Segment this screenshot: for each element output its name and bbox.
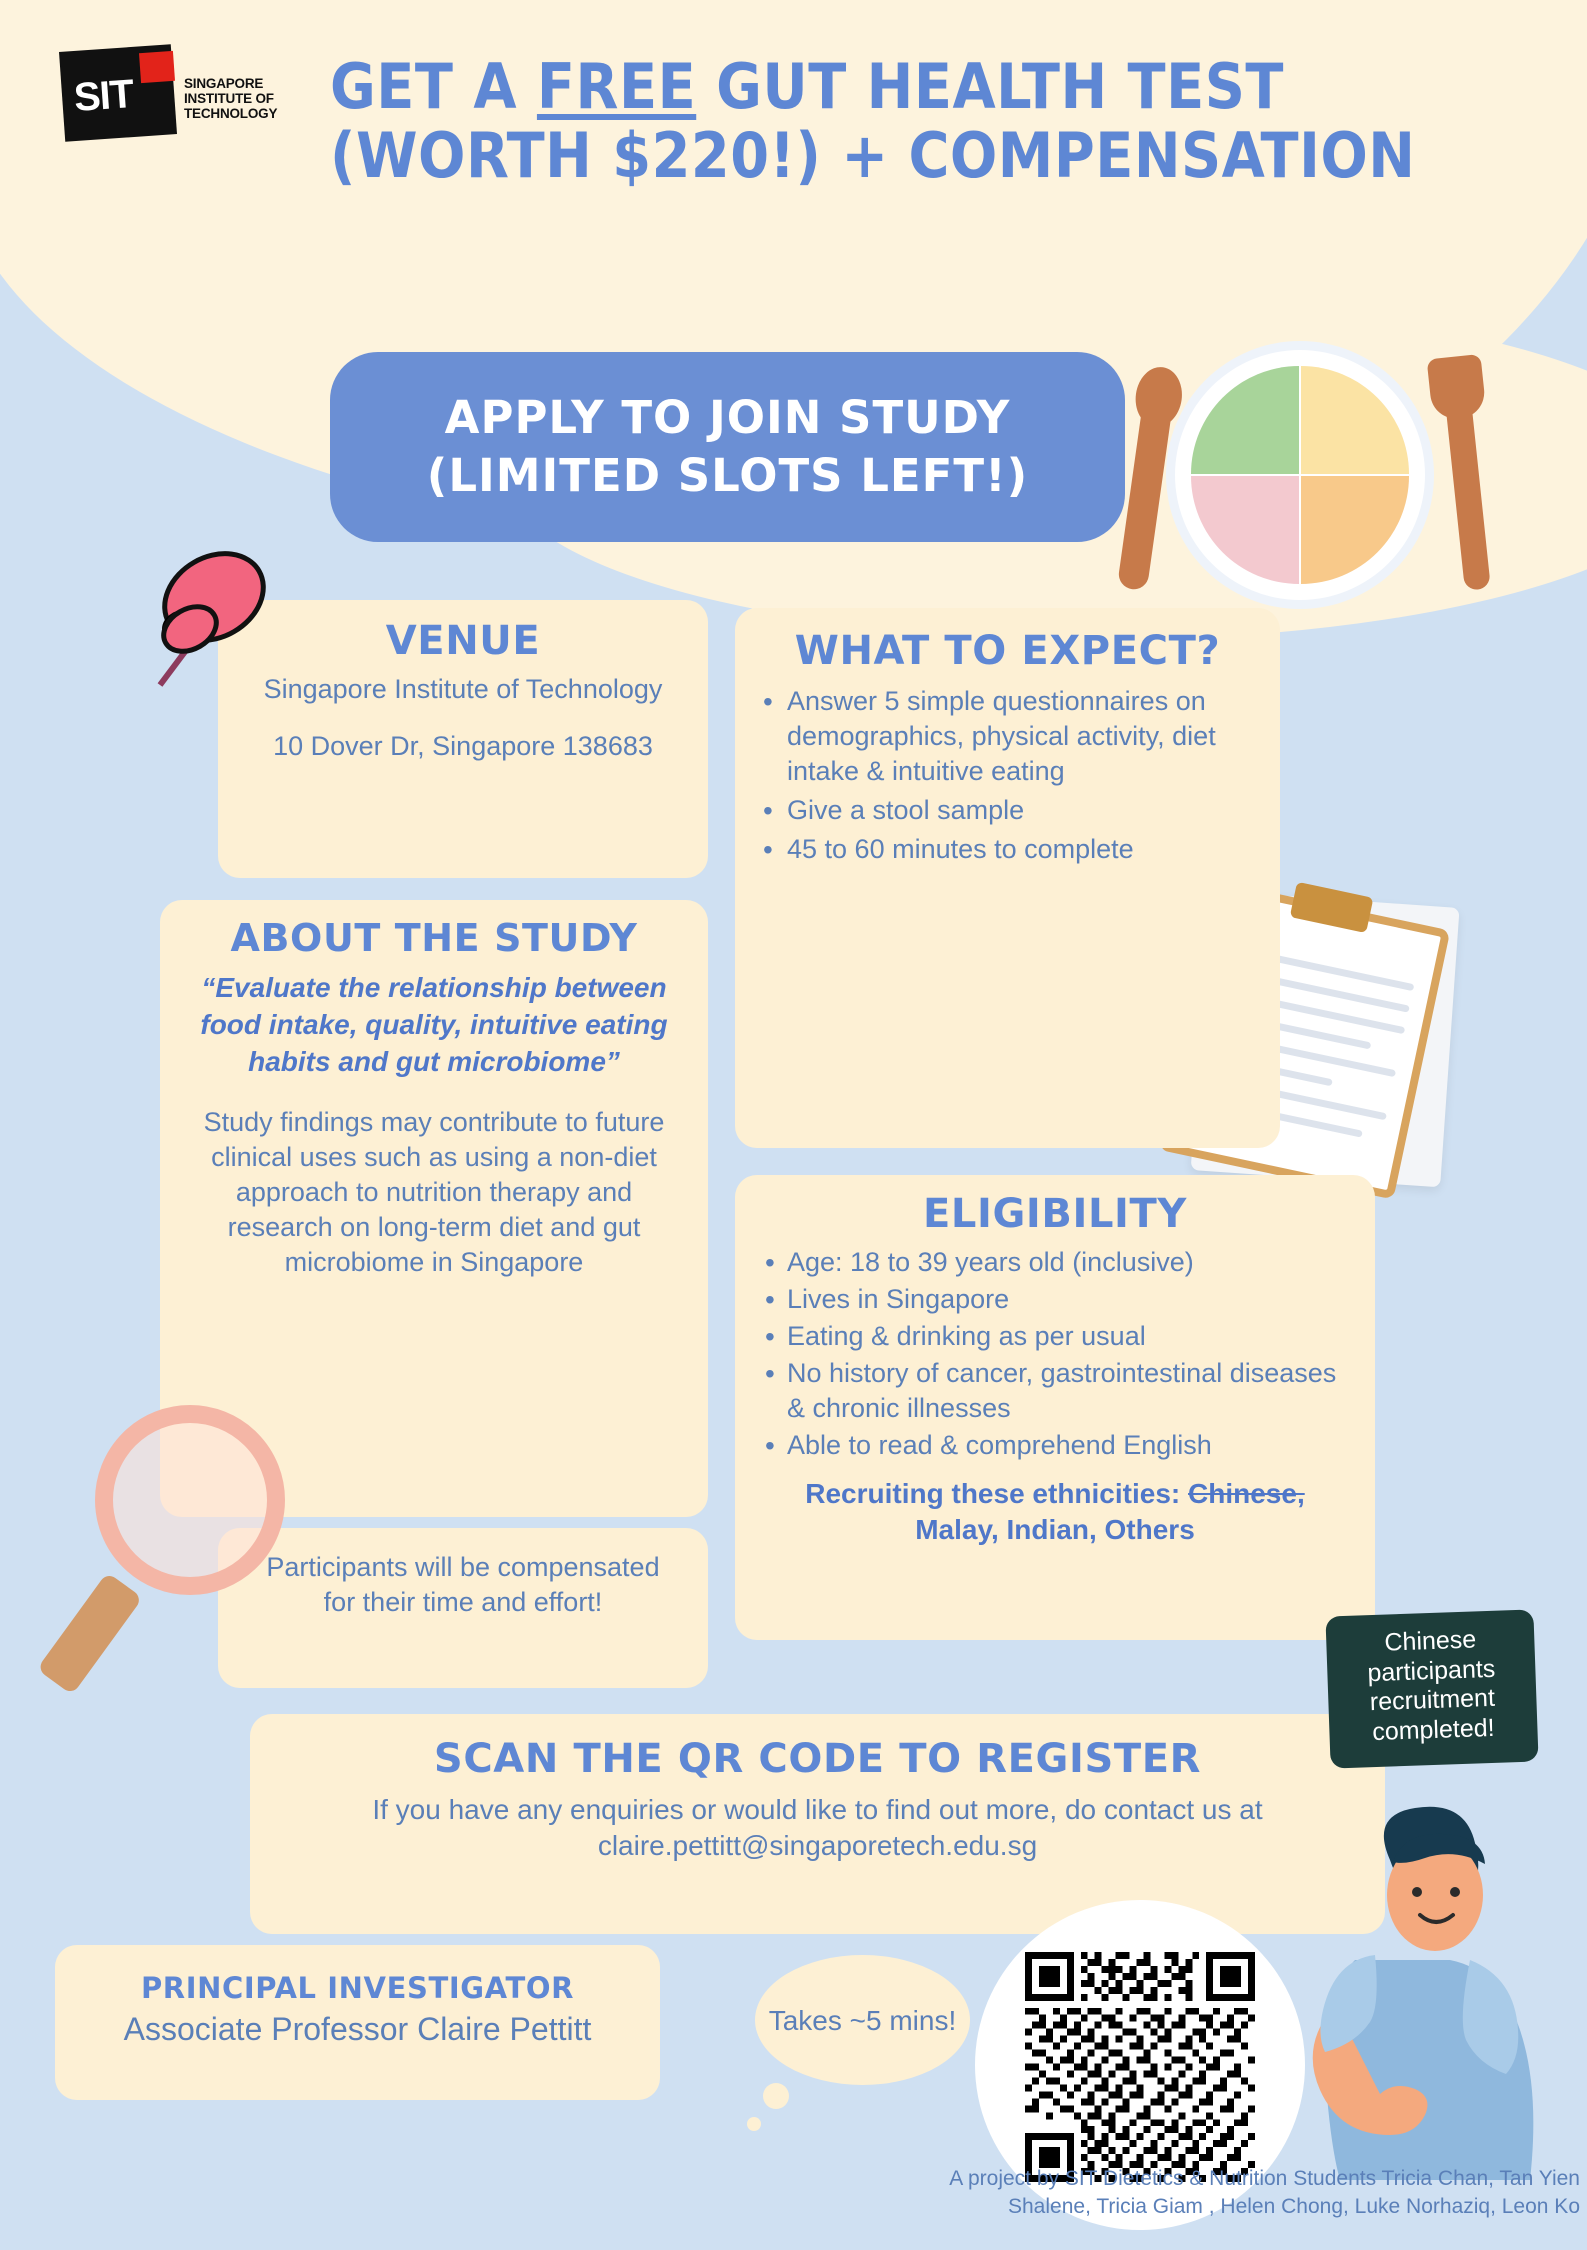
scan-qr-card xyxy=(250,1714,1385,1934)
ethnicity-struck: Chinese, xyxy=(1188,1477,1305,1509)
headline-line2: (WORTH $220!) + COMPENSATION xyxy=(330,119,1416,193)
venue-name: Singapore Institute of Technology xyxy=(263,674,663,704)
headline-line1-a: GET A xyxy=(330,50,537,123)
about-the-study-title: ABOUT THE STUDY xyxy=(230,916,638,960)
venue-address: 10 Dover Dr, Singapore 138683 xyxy=(273,731,653,762)
scan-qr-text: If you have any enquiries or would like to find out more, do contact us at claire.pettitt@singaporetech.edu.sg xyxy=(372,1794,1263,1862)
what-to-expect-title: WHAT TO EXPECT? xyxy=(794,628,1221,674)
list-item: • Eating & drinking as per usual xyxy=(787,1319,1357,1354)
principal-investigator-title: PRINCIPAL INVESTIGATOR xyxy=(140,1971,575,2005)
about-study-body: Study findings may contribute to future clinical uses such as using a non-diet approach to nutrition therapy and research on long-term diet and gut microbiome in Singapore xyxy=(203,1106,665,1278)
about-study-quote: “Evaluate the relationship between food intake, quality, intuitive eating habits and gut microbiome” xyxy=(200,972,668,1077)
headline-line1-c: GUT HEALTH TEST xyxy=(696,50,1284,123)
ethnicity-label: Recruiting these ethnicities: xyxy=(805,1477,1189,1509)
logo-red-accent xyxy=(139,51,175,83)
list-item: • 45 to 60 minutes to complete xyxy=(787,832,1254,867)
person-thinking-icon xyxy=(1265,1800,1575,2180)
what-to-expect-card xyxy=(735,608,1280,1148)
logo-wordmark: SINGAPORE INSTITUTE OF TECHNOLOGY xyxy=(184,76,278,122)
status-badge: Chinese participants recruitment completed! xyxy=(1325,1609,1538,1768)
page-title xyxy=(330,52,1570,191)
principal-investigator-name: Associate Professor Claire Pettitt xyxy=(123,2011,592,2047)
apply-button-line2: (LIMITED SLOTS LEFT!) xyxy=(426,449,1029,502)
list-item: • Give a stool sample xyxy=(787,793,1254,828)
scan-qr-title: SCAN THE QR CODE TO REGISTER xyxy=(433,1736,1202,1782)
thought-bubble: Takes ~5 mins! xyxy=(755,1955,970,2085)
venue-title: VENUE xyxy=(385,618,541,664)
headline-free: FREE xyxy=(536,50,697,123)
healthy-plate-icon xyxy=(1175,350,1425,600)
eligibility-list xyxy=(735,1245,1375,1464)
apply-to-join-study-button[interactable] xyxy=(330,352,1125,542)
eligibility-title: ELIGIBILITY xyxy=(922,1191,1187,1237)
ethnicity-rest: Malay, Indian, Others xyxy=(915,1513,1195,1545)
venue-card xyxy=(218,600,708,878)
footer-credits: A project by SIT Dietetics & Nutrition Students Tricia Chan, Tan Yien Shalene, Tricia Giam , Helen Chong, Luke Norhaziq, Leon Ko xyxy=(949,2167,1580,2219)
list-item: • Able to read & comprehend English xyxy=(787,1428,1357,1463)
list-item: • Answer 5 simple questionnaires on demographics, physical activity, diet intake & intuitive eating xyxy=(787,684,1254,789)
principal-investigator-card xyxy=(55,1945,660,2100)
compensation-text: Participants will be compensated for their time and effort! xyxy=(266,1552,660,1618)
eligibility-ethnicities xyxy=(735,1466,1375,1549)
push-pin-icon xyxy=(130,525,290,725)
qr-code-icon[interactable] xyxy=(1025,1952,1255,2182)
eligibility-card xyxy=(735,1175,1375,1640)
sit-logo xyxy=(62,48,312,146)
logo-mark: SIT xyxy=(72,71,135,121)
list-item: • Age: 18 to 39 years old (inclusive) xyxy=(787,1245,1357,1280)
list-item: • No history of cancer, gastrointestinal diseases & chronic illnesses xyxy=(787,1356,1357,1426)
magnifying-glass-icon xyxy=(85,1405,315,1705)
list-item: • Lives in Singapore xyxy=(787,1282,1357,1317)
what-to-expect-list xyxy=(735,684,1280,867)
apply-button-line1: APPLY TO JOIN STUDY xyxy=(444,390,1011,444)
